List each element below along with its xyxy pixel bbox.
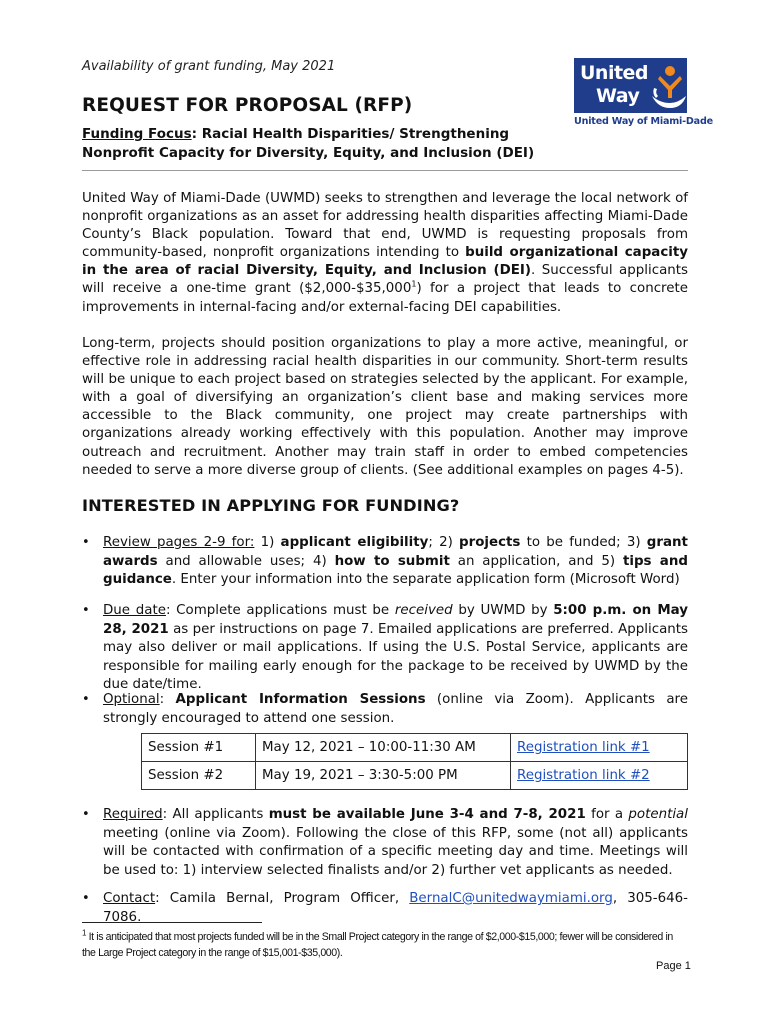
funding-focus xyxy=(82,125,602,163)
availability-note: Availability of grant funding, May 2021 xyxy=(82,59,336,74)
contact-label: Contact xyxy=(103,891,156,906)
bullet-icon: • xyxy=(82,535,90,550)
emphasis: received xyxy=(394,603,453,618)
intro-paragraph-2: Long-term, projects should position organizations to play a more active, meaningful, or effective role in addressing racial health disparities in our community. Short-term results will be unique to each project based on strategies selected by the applicant. For example, with a goal of diversifying an organization’s client base and making services more accessible to the Black community, one project may create partnerships with organizations already working effectively with this population. Another may improve outreach and recruitment. Another may train staff in order to embed competencies needed to serve a more diverse group of clients. (See additional examples on pages 4-5). xyxy=(82,336,688,478)
text: as per instructions on page 7. Emailed applications are preferred. Applicants may also deliver or mail applications. If using the U.S. Postal Service, applicants are responsible for mailing early enough for the package to be received by UWMD by the due date/time. xyxy=(103,621,688,693)
text: ; 2) xyxy=(428,535,460,550)
list-item-text xyxy=(103,602,688,695)
text: to be funded; 3) xyxy=(520,535,647,550)
logo-caption: United Way of Miami-Dade xyxy=(574,116,713,127)
intro-paragraph-1 xyxy=(82,190,688,317)
session-link-cell xyxy=(511,762,688,790)
header-divider xyxy=(82,170,688,171)
funding-focus-label: Funding Focus xyxy=(82,126,192,142)
due-date-label: Due date xyxy=(103,603,166,618)
text: : Camila Bernal, Program Officer, xyxy=(155,891,410,906)
logo-badge xyxy=(574,58,687,113)
session-link-cell xyxy=(511,734,688,762)
logo-word-united: United xyxy=(580,62,649,84)
deadline: 5:00 p.m. on May 28, 2021 xyxy=(103,603,688,637)
table-row xyxy=(142,762,688,790)
section-heading-apply: INTERESTED IN APPLYING FOR FUNDING? xyxy=(82,496,460,515)
list-item-text xyxy=(103,806,688,880)
text: by UWMD by xyxy=(452,603,554,618)
intro-p1-text-b: . Successful applicants will receive a one-time grant ($2,000-$35,000 xyxy=(82,263,688,297)
keyword: tips and guidance xyxy=(103,553,688,588)
intro-p1-text-a: United Way of Miami-Dade (UWMD) seeks to strengthen and leverage the local network of nonprofit organizations as an asset for addressing health disparities affecting Miami-Dade County’s Black population. Toward that end, UWMD is requesting proposals from community-based, nonprofit organizations intending to xyxy=(82,191,688,261)
footnote-text: It is anticipated that most projects funded will be in the Small Project category in the range of $2,000-$15,000; fewer will be considered in the Large Project category in the range of $15,001-$35,000). xyxy=(82,931,673,959)
bullet-icon: • xyxy=(82,692,90,707)
funding-focus-line1: : Racial Health Disparities/ Strengthening xyxy=(191,126,510,142)
footnote-mark: 1 xyxy=(82,928,87,938)
page-number: Page 1 xyxy=(656,960,691,972)
registration-link-1[interactable]: Registration link #1 xyxy=(517,740,650,755)
session-name: Session #1 xyxy=(142,734,256,762)
list-item-text xyxy=(103,534,688,590)
text: meeting (online via Zoom). Following the close of this RFP, some (not all) applicants will be contacted with confirmation of a specific meeting day and time. Meetings will be used to: 1) interview selected finalists and/or 2) further vet applicants as needed. xyxy=(103,825,688,878)
keyword: applicant eligibility xyxy=(280,535,429,550)
footnote-divider xyxy=(82,922,262,923)
keyword: projects xyxy=(459,535,521,550)
text: . Enter your information into the separate application form (Microsoft Word) xyxy=(171,572,680,588)
keyword: how to submit xyxy=(334,553,450,569)
footnote xyxy=(82,929,682,961)
contact-email-link[interactable]: BernalC@unitedwaymiami.org xyxy=(409,891,613,906)
funding-focus-line2: Nonprofit Capacity for Diversity, Equity, and Inclusion (DEI) xyxy=(82,145,535,161)
text: and allowable uses; 4) xyxy=(157,553,335,569)
list-item-text xyxy=(103,691,688,728)
text: (online via Zoom). Applicants are strongly encouraged to attend one session. xyxy=(103,692,688,726)
emphasis: potential xyxy=(628,807,688,822)
text: an application, and 5) xyxy=(449,553,623,569)
review-label: Review pages 2-9 for: xyxy=(103,535,255,550)
keyword: Applicant Information Sessions xyxy=(175,692,426,707)
table-row xyxy=(142,734,688,762)
text: : xyxy=(159,692,176,707)
intro-p1-emphasis: build organizational capacity in the area of racial Diversity, Equity, and Inclusion (DEI) xyxy=(82,245,688,279)
intro-p1-text-c: ) for a project that leads to concrete improvements in internal-facing and/or external-facing DEI capabilities. xyxy=(82,281,688,315)
sessions-table xyxy=(141,733,688,790)
text: 1) xyxy=(254,535,281,550)
session-time: May 19, 2021 – 3:30-5:00 PM xyxy=(256,762,511,790)
session-name: Session #2 xyxy=(142,762,256,790)
text: : Complete applications must be xyxy=(165,603,395,618)
text: : All applicants xyxy=(162,807,269,822)
footnote-reference[interactable]: 1 xyxy=(411,280,417,289)
bullet-icon: • xyxy=(82,603,90,618)
bullet-icon: • xyxy=(82,807,90,822)
keyword: grant awards xyxy=(103,535,688,569)
text: , 305-646-7086. xyxy=(103,891,688,925)
text: for a xyxy=(585,807,629,822)
helping-hand-icon xyxy=(648,62,688,110)
keyword: must be available June 3-4 and 7-8, 2021 xyxy=(268,807,586,822)
bullet-icon: • xyxy=(82,891,90,906)
required-label: Required xyxy=(103,807,163,822)
registration-link-2[interactable]: Registration link #2 xyxy=(517,768,650,783)
logo-word-way: Way xyxy=(596,85,640,107)
page-title: REQUEST FOR PROPOSAL (RFP) xyxy=(82,95,413,116)
optional-label: Optional xyxy=(103,692,160,707)
united-way-logo xyxy=(572,58,713,128)
session-time: May 12, 2021 – 10:00-11:30 AM xyxy=(256,734,511,762)
